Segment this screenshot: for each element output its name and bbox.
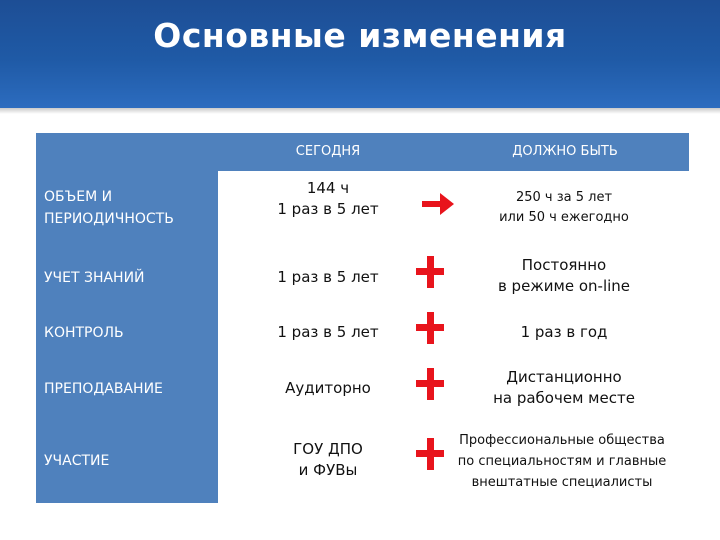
cell-today-knowledge: 1 раз в 5 лет: [277, 268, 379, 286]
banner-shadow: [0, 108, 720, 114]
page-title: Основные изменения: [153, 16, 567, 55]
cell-should-be-knowledge: Постоянно в режиме on-line: [497, 256, 631, 295]
column-header-today: СЕГОДНЯ: [295, 144, 361, 159]
plus-icon: [416, 256, 444, 288]
title-banner: [0, 0, 720, 108]
cell-today-participation: ГОУ ДПО и ФУВы: [293, 440, 363, 479]
row-label-volume: ОБЪЕМ И ПЕРИОДИЧНОСТЬ: [44, 189, 174, 227]
cell-today-teaching: Аудиторно: [285, 379, 371, 397]
cell-should-be-control: 1 раз в год: [520, 323, 608, 341]
cell-today-volume: 144 ч 1 раз в 5 лет: [277, 179, 379, 218]
row-label-participation: УЧАСТИЕ: [44, 453, 110, 469]
plus-icon: [416, 368, 444, 400]
row-label-teaching: ПРЕПОДАВАНИЕ: [44, 381, 163, 397]
row-label-knowledge: УЧЕТ ЗНАНИЙ: [44, 270, 145, 286]
arrow-icon: [420, 190, 456, 218]
column-header-should-be: ДОЛЖНО БЫТЬ: [512, 144, 618, 159]
cell-should-be-participation: Профессиональные общества по специальностям и главные внештатные специалисты: [457, 433, 667, 490]
cell-today-control: 1 раз в 5 лет: [277, 323, 379, 341]
row-label-control: КОНТРОЛЬ: [44, 325, 124, 341]
cell-should-be-teaching: Дистанционно на рабочем месте: [493, 368, 635, 407]
cell-should-be-volume: 250 ч за 5 лет или 50 ч ежегодно: [499, 190, 629, 225]
plus-icon: [416, 312, 444, 344]
